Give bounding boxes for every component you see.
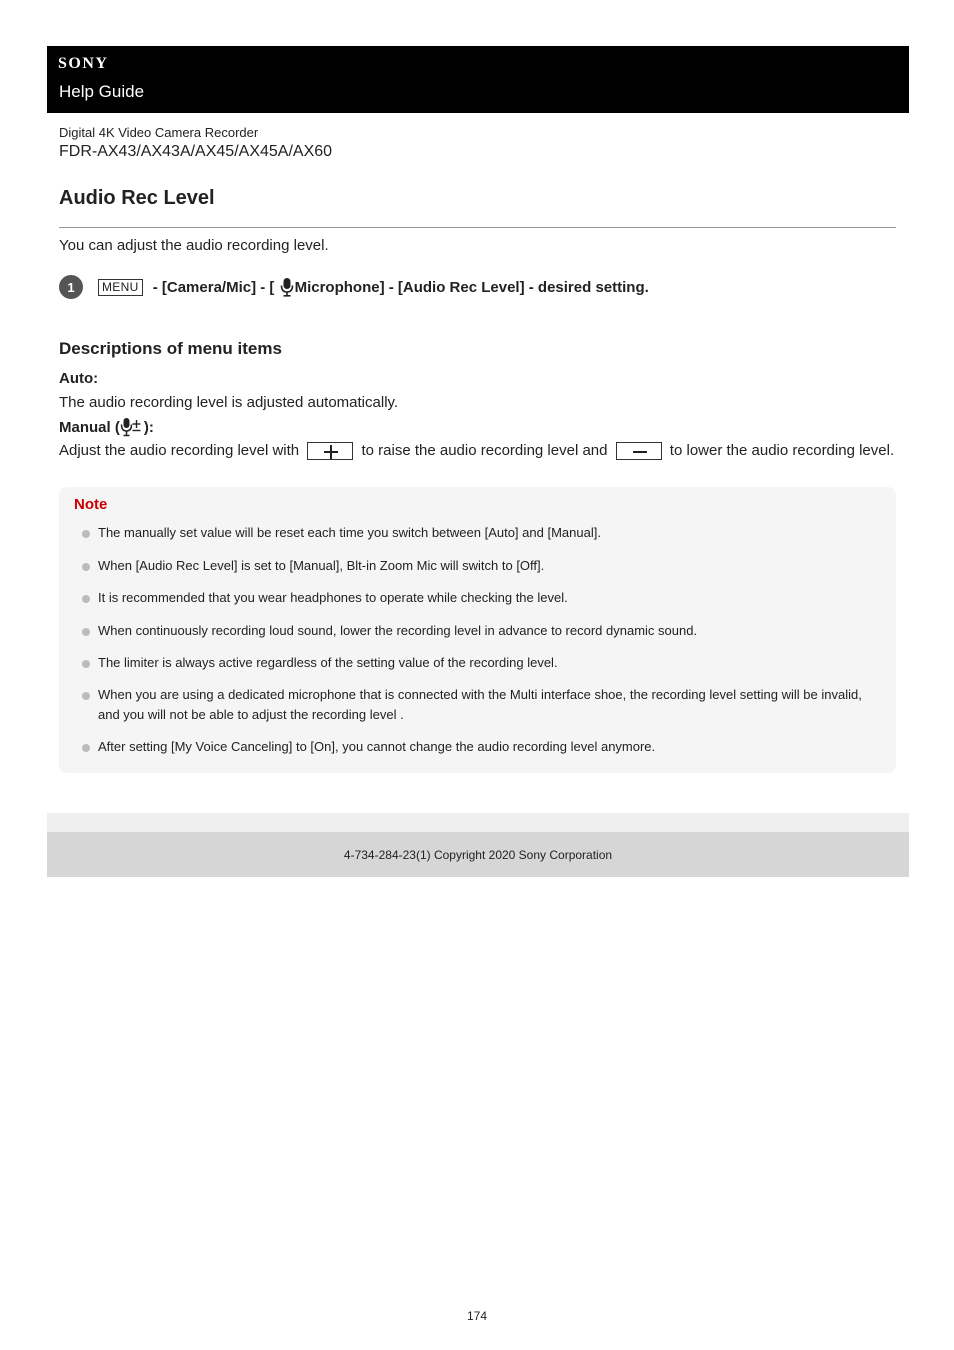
manual-description bbox=[59, 440, 896, 461]
bullet-icon bbox=[82, 744, 90, 752]
sony-logo: SONY bbox=[58, 55, 109, 72]
note-text: When you are using a dedicated microphone that is connected with the Multi interface shoe, the recording level setting will be invalid, and you will not be able to adjust the recording level . bbox=[98, 687, 862, 722]
note-text: The limiter is always active regardless of the setting value of the recording level. bbox=[98, 655, 558, 670]
note-item bbox=[98, 653, 868, 673]
footer-band bbox=[47, 813, 909, 832]
note-box bbox=[59, 487, 896, 773]
manual-desc-part3: to lower the audio recording level. bbox=[665, 442, 895, 459]
note-item bbox=[98, 556, 868, 576]
manual-label-start: Manual ( bbox=[59, 418, 120, 436]
note-item bbox=[98, 523, 868, 543]
product-type: Digital 4K Video Camera Recorder bbox=[59, 125, 259, 140]
help-guide-title: Help Guide bbox=[59, 82, 145, 101]
manual-label bbox=[59, 417, 154, 437]
bullet-icon bbox=[82, 595, 90, 603]
note-text: It is recommended that you wear headphones to operate while checking the level. bbox=[98, 590, 568, 605]
page-title: Audio Rec Level bbox=[59, 187, 215, 209]
manual-mic-icon bbox=[120, 417, 144, 437]
manual-label-end: ): bbox=[143, 418, 154, 436]
intro-text: You can adjust the audio recording level. bbox=[59, 237, 329, 254]
bullet-icon bbox=[82, 660, 90, 668]
plus-key-icon bbox=[307, 442, 353, 460]
auto-label: Auto: bbox=[59, 370, 99, 387]
note-text: When [Audio Rec Level] is set to [Manual], Blt-in Zoom Mic will switch to [Off]. bbox=[98, 558, 545, 573]
auto-description: The audio recording level is adjusted automatically. bbox=[59, 394, 399, 411]
bullet-icon bbox=[82, 530, 90, 538]
note-text: The manually set value will be reset each time you switch between [Auto] and [Manual]. bbox=[98, 525, 601, 540]
step-number-badge: 1 bbox=[59, 275, 83, 299]
bullet-icon bbox=[82, 563, 90, 571]
bullet-icon bbox=[82, 628, 90, 636]
menu-key-icon: MENU bbox=[98, 279, 143, 296]
note-text: When continuously recording loud sound, lower the recording level in advance to record dynamic sound. bbox=[98, 623, 698, 638]
step-text-part1: - [Camera/Mic] - [ bbox=[148, 278, 279, 296]
note-item bbox=[98, 588, 868, 608]
model-names: FDR-AX43/AX43A/AX45/AX45A/AX60 bbox=[59, 143, 333, 160]
section-heading: Descriptions of menu items bbox=[59, 339, 282, 358]
microphone-icon bbox=[280, 277, 294, 297]
step-1 bbox=[59, 275, 649, 299]
bullet-icon bbox=[82, 692, 90, 700]
step-text-part2: Microphone] - [Audio Rec Level] - desired setting. bbox=[294, 278, 649, 296]
copyright-text: 4-734-284-23(1) Copyright 2020 Sony Corporation bbox=[343, 847, 613, 862]
title-divider bbox=[59, 227, 896, 228]
note-text: After setting [My Voice Canceling] to [On], you cannot change the audio recording level anymore. bbox=[98, 739, 656, 754]
note-item bbox=[98, 737, 868, 757]
note-item bbox=[98, 685, 868, 725]
footer bbox=[47, 832, 909, 877]
manual-desc-part1: Adjust the audio recording level with bbox=[59, 442, 304, 459]
note-title: Note bbox=[74, 496, 108, 513]
minus-key-icon bbox=[616, 442, 662, 460]
manual-desc-part2: to raise the audio recording level and bbox=[357, 442, 612, 459]
header-bar bbox=[47, 46, 909, 113]
note-item bbox=[98, 621, 868, 641]
page-number: 174 bbox=[466, 1309, 488, 1323]
